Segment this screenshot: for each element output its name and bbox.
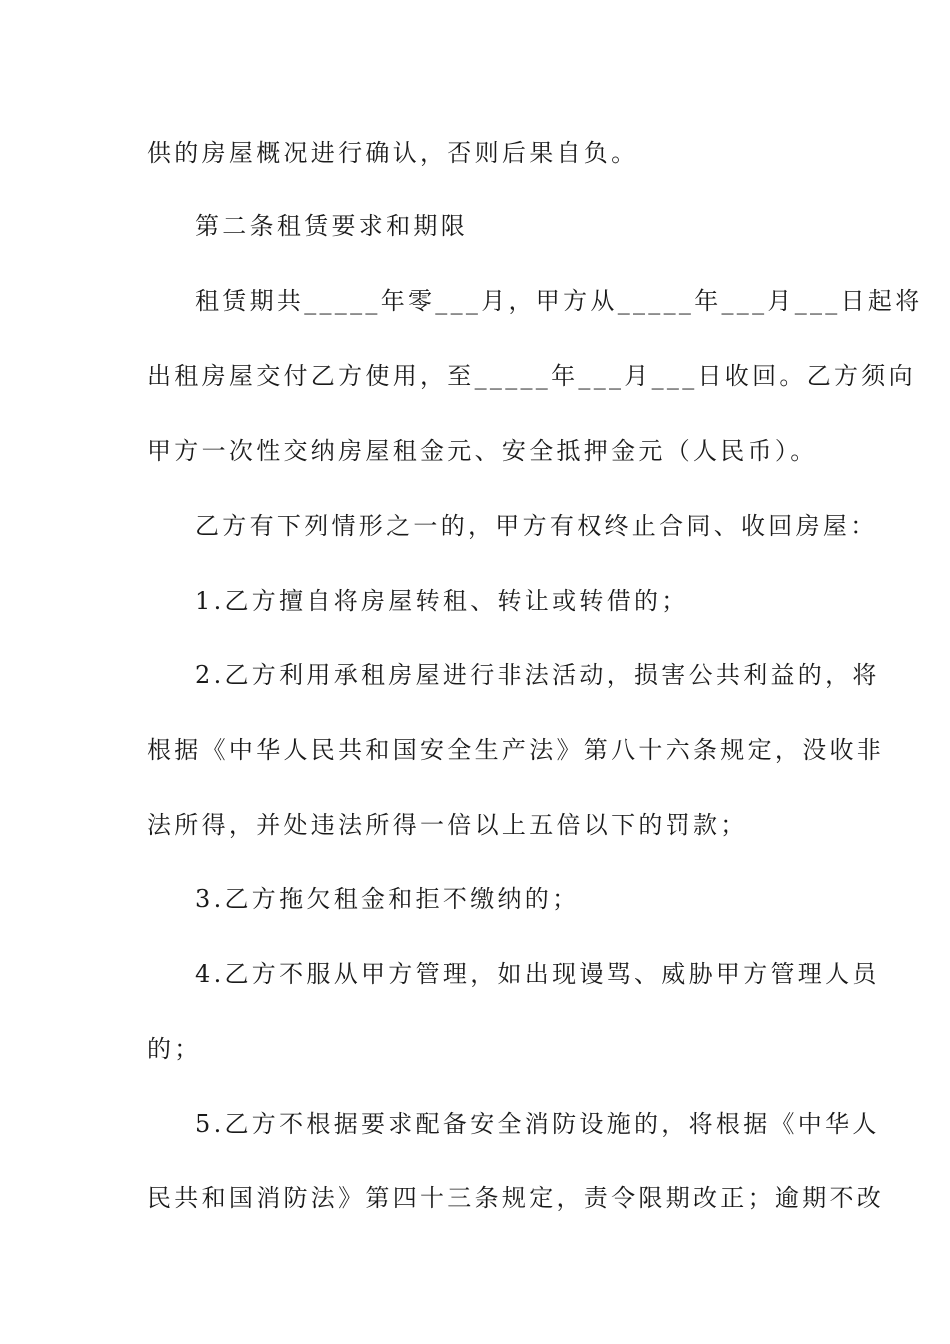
list-item-2: 2.乙方利用承租房屋进行非法活动，损害公共利益的，将 (195, 661, 880, 689)
paragraph-line: 出租房屋交付乙方使用，至_____年___月___日收回。乙方须向 (147, 362, 916, 390)
list-item-3: 3.乙方拖欠租金和拒不缴纳的； (195, 885, 580, 913)
paragraph-line: 乙方有下列情形之一的，甲方有权终止合同、收回房屋： (195, 512, 878, 540)
list-item-2-continuation: 法所得，并处违法所得一倍以上五倍以下的罚款； (147, 811, 748, 839)
section-heading-article-2: 第二条租赁要求和期限 (195, 212, 468, 240)
list-item-5: 5.乙方不根据要求配备安全消防设施的，将根据《中华人 (195, 1110, 880, 1138)
list-item-1: 1.乙方擅自将房屋转租、转让或转借的； (195, 587, 689, 615)
list-item-2-continuation: 根据《中华人民共和国安全生产法》第八十六条规定，没收非 (147, 736, 885, 764)
paragraph-line-continuation: 供的房屋概况进行确认，否则后果自负。 (147, 139, 639, 167)
paragraph-line: 租赁期共_____年零___月，甲方从_____年___月___日起将 (195, 287, 923, 315)
paragraph-line: 甲方一次性交纳房屋租金元、安全抵押金元（人民币）。 (147, 437, 818, 465)
list-item-4: 4.乙方不服从甲方管理，如出现谩骂、威胁甲方管理人员 (195, 960, 880, 988)
list-item-5-continuation: 民共和国消防法》第四十三条规定，责令限期改正；逾期不改 (147, 1184, 885, 1212)
list-item-4-continuation: 的； (147, 1035, 202, 1063)
